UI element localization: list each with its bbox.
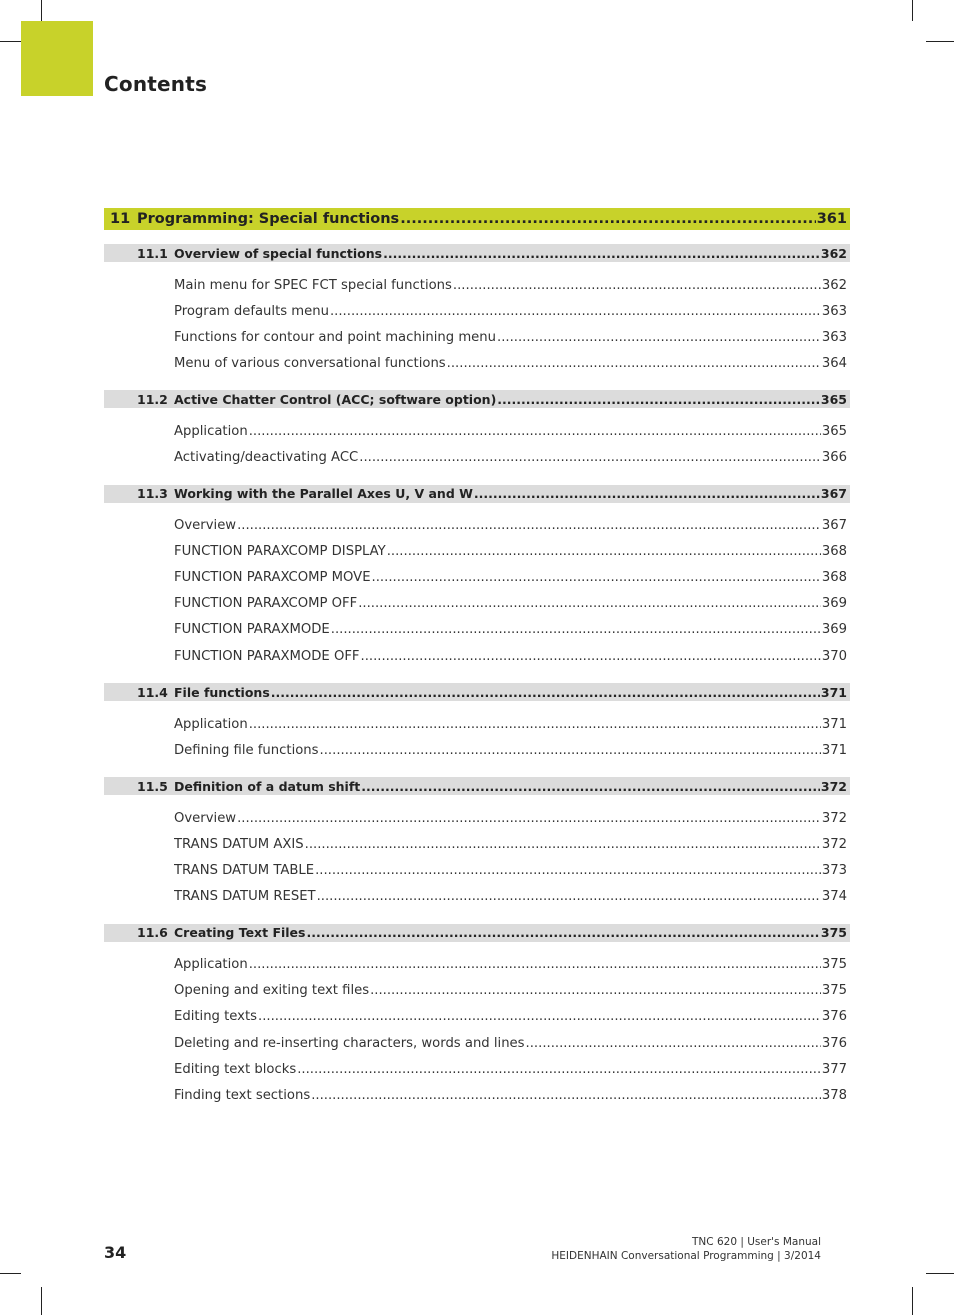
- item-title: Overview: [174, 810, 237, 826]
- crop-mark-br-h: [926, 1273, 954, 1274]
- section-title: Active Chatter Control (ACC; software option): [174, 391, 497, 407]
- toc-item[interactable]: [174, 1082, 850, 1108]
- leader-dots: [447, 356, 821, 371]
- toc-item[interactable]: [174, 1056, 850, 1082]
- toc-item-list: [104, 513, 850, 670]
- section-page: 375: [820, 925, 847, 941]
- leader-dots: [271, 685, 820, 700]
- page-title: Contents: [104, 72, 208, 96]
- toc-item[interactable]: [174, 805, 850, 831]
- leader-dots: [311, 1088, 821, 1103]
- leader-dots: [258, 1009, 821, 1024]
- toc-chapter[interactable]: [104, 208, 850, 230]
- leader-dots: [372, 570, 821, 585]
- toc-item[interactable]: [174, 884, 850, 910]
- item-title: Functions for contour and point machining menu: [174, 329, 497, 345]
- leader-dots: [305, 837, 821, 852]
- toc-item[interactable]: [174, 1030, 850, 1056]
- crop-mark-bl-h: [0, 1273, 21, 1274]
- item-page: 375: [821, 957, 847, 973]
- leader-dots: [387, 544, 821, 559]
- item-page: 371: [821, 742, 847, 758]
- toc-sections: [104, 244, 850, 1108]
- section-page: 362: [820, 245, 847, 261]
- toc-item[interactable]: [174, 298, 850, 324]
- toc-item[interactable]: [174, 711, 850, 737]
- toc-item[interactable]: [174, 643, 850, 669]
- item-page: 369: [821, 622, 847, 638]
- item-title: FUNCTION PARAXCOMP MOVE: [174, 570, 371, 586]
- toc-item[interactable]: [174, 565, 850, 591]
- item-title: FUNCTION PARAXCOMP OFF: [174, 596, 358, 612]
- item-page: 375: [821, 983, 847, 999]
- item-title: Application: [174, 716, 248, 732]
- toc-item[interactable]: [174, 978, 850, 1004]
- section-title: Creating Text Files: [174, 925, 306, 941]
- toc-item[interactable]: [174, 324, 850, 350]
- item-title: Menu of various conversational functions: [174, 355, 446, 371]
- item-page: 363: [821, 303, 847, 319]
- leader-dots: [249, 957, 821, 972]
- toc-item-list: [104, 272, 850, 376]
- toc-item[interactable]: [174, 952, 850, 978]
- item-title: Finding text sections: [174, 1087, 311, 1103]
- leader-dots: [315, 863, 821, 878]
- leader-dots: [320, 743, 821, 758]
- item-page: 369: [821, 596, 847, 612]
- leader-dots: [453, 278, 821, 293]
- item-page: 376: [821, 1035, 847, 1051]
- leader-dots: [370, 983, 821, 998]
- item-title: Opening and exiting text files: [174, 983, 370, 999]
- item-title: Activating/deactivating ACC: [174, 450, 359, 466]
- toc-item[interactable]: [174, 272, 850, 298]
- item-page: 377: [821, 1061, 847, 1077]
- crop-mark-bl-v: [41, 1287, 42, 1315]
- leader-dots: [330, 304, 821, 319]
- section-page: 367: [820, 486, 847, 502]
- toc-item[interactable]: [174, 350, 850, 376]
- item-title: Application: [174, 423, 248, 439]
- item-title: Editing texts: [174, 1009, 258, 1025]
- footer-line-1: TNC 620 | User's Manual: [692, 1236, 821, 1248]
- section-title: Definition of a datum shift: [174, 778, 361, 794]
- leader-dots: [317, 889, 821, 904]
- leader-dots: [361, 649, 821, 664]
- section-number: 11.1: [137, 245, 168, 261]
- toc-item[interactable]: [174, 513, 850, 539]
- toc-section[interactable]: [104, 683, 850, 701]
- item-page: 363: [821, 329, 847, 345]
- item-title: FUNCTION PARAXMODE OFF: [174, 648, 360, 664]
- item-title: Main menu for SPEC FCT special functions: [174, 277, 452, 293]
- section-number: 11.6: [137, 925, 168, 941]
- footer-info: [551, 1235, 821, 1263]
- item-title: Program defaults menu: [174, 303, 329, 319]
- section-number: 11.2: [137, 391, 168, 407]
- leader-dots: [497, 330, 821, 345]
- item-page: 370: [821, 648, 847, 664]
- section-page: 371: [820, 684, 847, 700]
- chapter-title: Programming: Special functions: [137, 211, 400, 227]
- item-page: 378: [821, 1087, 847, 1103]
- page-number: 34: [104, 1243, 127, 1262]
- item-page: 372: [821, 836, 847, 852]
- leader-dots: [383, 246, 820, 261]
- toc-item-list: [104, 952, 850, 1109]
- item-title: FUNCTION PARAXMODE: [174, 622, 330, 638]
- toc-section[interactable]: [104, 390, 850, 408]
- section-number: 11.4: [137, 684, 168, 700]
- item-page: 376: [821, 1009, 847, 1025]
- toc-item[interactable]: [174, 617, 850, 643]
- item-title: Overview: [174, 518, 237, 534]
- section-number: 11.3: [137, 486, 168, 502]
- crop-mark-tr-v: [912, 0, 913, 21]
- leader-dots: [474, 486, 820, 501]
- toc-section[interactable]: [104, 485, 850, 503]
- section-number: 11.5: [137, 778, 168, 794]
- toc-item[interactable]: [174, 418, 850, 444]
- leader-dots: [249, 424, 821, 439]
- item-page: 373: [821, 863, 847, 879]
- accent-block: [21, 21, 93, 96]
- toc-item[interactable]: [174, 858, 850, 884]
- toc-item[interactable]: [174, 539, 850, 565]
- item-page: 365: [821, 423, 847, 439]
- item-title: FUNCTION PARAXCOMP DISPLAY: [174, 544, 386, 560]
- leader-dots: [306, 925, 819, 940]
- crop-mark-tl-v: [41, 0, 42, 21]
- item-page: 368: [821, 570, 847, 586]
- toc-item[interactable]: [174, 444, 850, 470]
- item-page: 374: [821, 889, 847, 905]
- item-title: TRANS DATUM AXIS: [174, 836, 304, 852]
- chapter-page: 361: [816, 211, 847, 227]
- leader-dots: [237, 811, 821, 826]
- item-title: Deleting and re-inserting characters, words and lines: [174, 1035, 525, 1051]
- toc-item-list: [104, 418, 850, 470]
- section-page: 372: [820, 778, 847, 794]
- table-of-contents: [104, 208, 850, 1108]
- item-page: 368: [821, 544, 847, 560]
- footer-line-2: HEIDENHAIN Conversational Programming | 3/2014: [551, 1250, 821, 1262]
- toc-section[interactable]: [104, 924, 850, 942]
- toc-section[interactable]: [104, 777, 850, 795]
- toc-item[interactable]: [174, 1004, 850, 1030]
- item-page: 364: [821, 355, 847, 371]
- leader-dots: [361, 779, 820, 794]
- leader-dots: [358, 596, 821, 611]
- item-title: Defining file functions: [174, 742, 319, 758]
- item-page: 372: [821, 810, 847, 826]
- crop-mark-tr-h: [926, 41, 954, 42]
- item-page: 371: [821, 716, 847, 732]
- item-page: 362: [821, 277, 847, 293]
- chapter-number: 11: [110, 211, 131, 227]
- section-title: Working with the Parallel Axes U, V and W: [174, 486, 473, 502]
- toc-item[interactable]: [174, 831, 850, 857]
- leader-dots: [297, 1062, 821, 1077]
- item-title: Editing text blocks: [174, 1061, 297, 1077]
- section-page: 365: [820, 391, 847, 407]
- section-title: File functions: [174, 684, 270, 700]
- item-page: 367: [821, 518, 847, 534]
- leader-dots: [331, 622, 821, 637]
- leader-dots: [249, 717, 821, 732]
- item-title: Application: [174, 957, 248, 973]
- leader-dots: [526, 1036, 821, 1051]
- toc-item-list: [104, 711, 850, 763]
- toc-section[interactable]: [104, 244, 850, 262]
- leader-dots: [237, 518, 821, 533]
- item-title: TRANS DATUM TABLE: [174, 863, 315, 879]
- leader-dots: [359, 450, 821, 465]
- crop-mark-tl-h: [0, 41, 21, 42]
- item-title: TRANS DATUM RESET: [174, 889, 316, 905]
- toc-item[interactable]: [174, 591, 850, 617]
- crop-mark-br-v: [912, 1287, 913, 1315]
- toc-item[interactable]: [174, 737, 850, 763]
- toc-item-list: [104, 805, 850, 909]
- section-title: Overview of special functions: [174, 245, 383, 261]
- item-page: 366: [821, 450, 847, 466]
- leader-dots: [400, 211, 816, 227]
- leader-dots: [497, 392, 820, 407]
